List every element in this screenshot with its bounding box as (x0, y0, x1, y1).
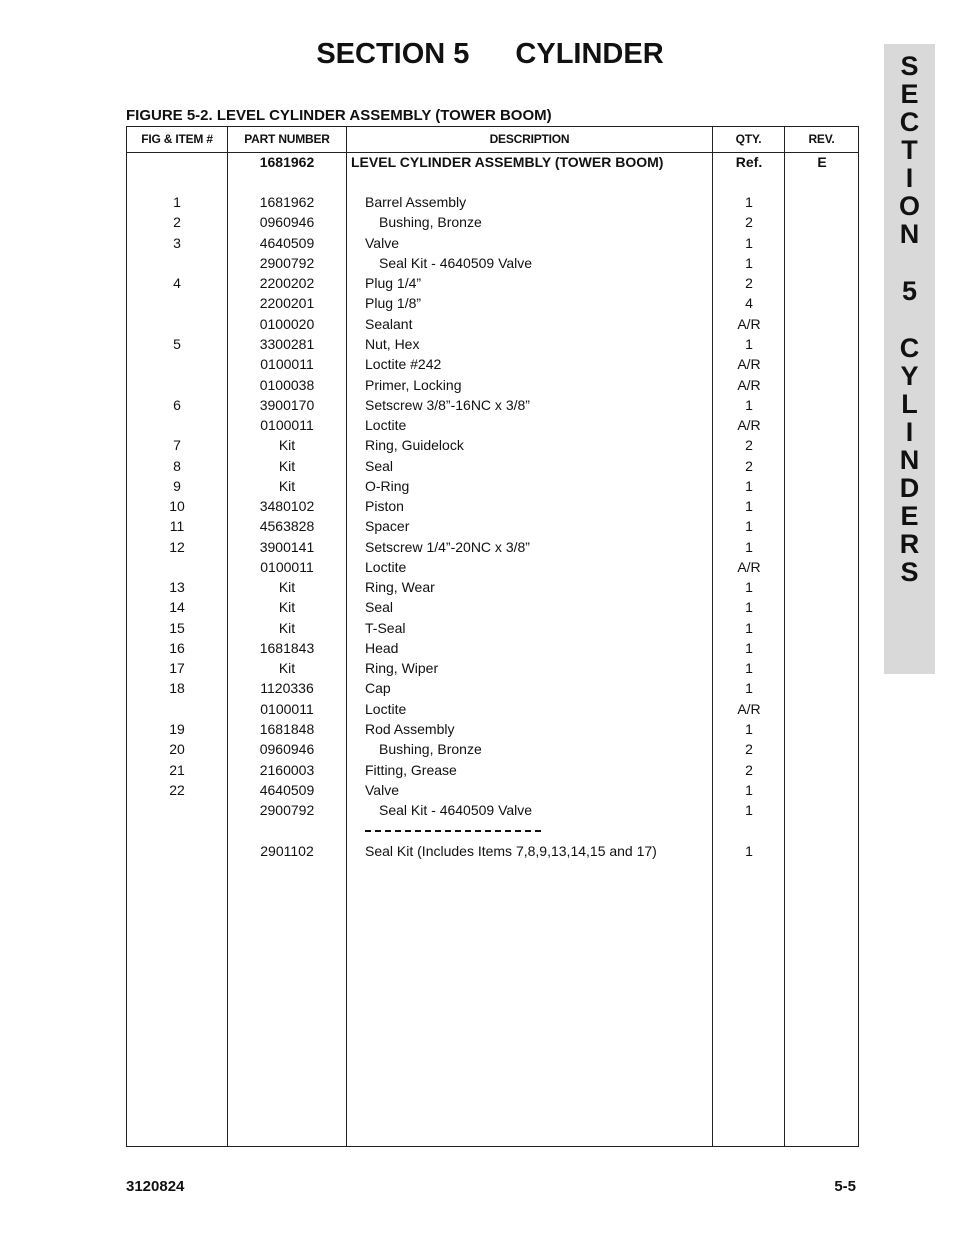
description-cell: Loctite (365, 417, 407, 433)
item-number-cell: 22 (169, 782, 185, 798)
description-cell: Seal (365, 599, 394, 615)
part-number-cell: Kit (278, 599, 296, 615)
part-number-cell: 0960946 (259, 741, 315, 757)
side-tab-letter: O (898, 191, 920, 221)
item-number-cell: 11 (169, 518, 185, 534)
qty-cell: 1 (745, 518, 753, 534)
side-tab-letter: N (899, 445, 920, 475)
table-row (127, 559, 858, 579)
qty-cell: 1 (745, 336, 753, 352)
qty-cell: 1 (745, 680, 753, 696)
item-number-cell: 14 (169, 599, 185, 615)
side-tab-letter: E (900, 501, 919, 531)
qty-cell: 1 (745, 579, 753, 595)
qty-cell: A/R (737, 316, 761, 332)
item-number-cell: 1 (173, 194, 181, 210)
part-number-cell: 3300281 (259, 336, 315, 352)
qty-cell: 1 (745, 539, 753, 555)
qty-cell: Ref. (735, 154, 763, 170)
document-number: 3120824 (126, 1178, 185, 1195)
dashed-separator (365, 830, 541, 832)
description-cell: Cap (365, 680, 391, 696)
part-number-cell: 4563828 (259, 518, 315, 534)
side-tab-letter: S (900, 51, 919, 81)
part-number-cell: 2900792 (259, 255, 315, 271)
table-row (127, 295, 858, 315)
item-number-cell: 17 (169, 660, 185, 676)
part-number-cell: 3480102 (259, 498, 315, 514)
part-number-cell: 4640509 (259, 235, 315, 251)
description-cell: Barrel Assembly (365, 194, 467, 210)
description-cell: Fitting, Grease (365, 762, 457, 778)
qty-cell: 1 (745, 660, 753, 676)
qty-cell: 1 (745, 782, 753, 798)
item-number-cell: 2 (173, 214, 181, 230)
section-side-tab (884, 44, 935, 674)
part-number-cell: 2200202 (259, 275, 315, 291)
column-header-item: FIG & ITEM # (141, 132, 213, 146)
description-cell: Rod Assembly (365, 721, 455, 737)
table-row (127, 377, 858, 397)
qty-cell: 1 (745, 397, 753, 413)
part-number-cell: Kit (278, 478, 296, 494)
description-cell: Bushing, Bronze (379, 214, 482, 230)
column-header-description: DESCRIPTION (489, 132, 570, 146)
item-number-cell: 8 (173, 458, 181, 474)
qty-cell: 2 (745, 437, 753, 453)
qty-cell: A/R (737, 701, 761, 717)
section-name: CYLINDER (515, 38, 664, 70)
column-header-qty: QTY. (735, 132, 762, 146)
description-cell: Seal Kit (Includes Items 7,8,9,13,14,15 and 17) (365, 843, 657, 859)
description-cell: Spacer (365, 518, 410, 534)
item-number-cell: 6 (173, 397, 181, 413)
side-tab-letter: L (901, 389, 918, 419)
description-cell: Plug 1/8” (365, 295, 422, 311)
table-row (127, 316, 858, 336)
part-number-cell: 1120336 (260, 680, 314, 696)
qty-cell: 1 (745, 255, 753, 271)
description-cell: Valve (365, 235, 399, 251)
item-number-cell: 5 (173, 336, 181, 352)
description-cell: Seal Kit - 4640509 Valve (379, 802, 533, 818)
description-cell: LEVEL CYLINDER ASSEMBLY (TOWER BOOM) (351, 154, 664, 170)
table-row (127, 214, 858, 234)
description-cell: Seal Kit - 4640509 Valve (379, 255, 533, 271)
side-tab-letter: I (905, 163, 914, 193)
part-number-cell: Kit (278, 579, 296, 595)
figure-title: FIGURE 5-2. LEVEL CYLINDER ASSEMBLY (TOWER BOOM) (126, 107, 552, 124)
table-row (127, 255, 858, 275)
description-cell: Loctite (365, 701, 407, 717)
description-cell: Setscrew 1/4”-20NC x 3/8” (365, 539, 530, 555)
item-number-cell: 21 (169, 762, 185, 778)
qty-cell: 1 (745, 620, 753, 636)
parts-table (126, 126, 859, 1147)
item-number-cell: 4 (173, 275, 181, 291)
side-tab-letter: Y (900, 361, 919, 391)
table-row (127, 579, 858, 599)
section-label: SECTION 5 (316, 38, 470, 70)
part-number-cell: 0960946 (259, 214, 315, 230)
side-tab-letter: 5 (901, 276, 918, 306)
qty-cell: 2 (745, 741, 753, 757)
table-row (127, 680, 858, 700)
qty-cell: 1 (745, 235, 753, 251)
section-title (0, 38, 954, 71)
part-number-cell: 0100011 (260, 417, 314, 433)
part-number-cell: 3900141 (259, 539, 315, 555)
table-row (127, 397, 858, 417)
table-row (127, 701, 858, 721)
part-number-cell: 0100011 (260, 701, 314, 717)
part-number-cell: 0100011 (260, 356, 314, 372)
description-cell: Primer, Locking (365, 377, 462, 393)
qty-cell: A/R (737, 417, 761, 433)
table-row (127, 518, 858, 538)
description-cell: Ring, Guidelock (365, 437, 464, 453)
qty-cell: 1 (745, 640, 753, 656)
description-cell: Piston (365, 498, 404, 514)
column-header-rev: REV. (808, 132, 835, 146)
side-tab-letter: N (899, 219, 920, 249)
description-cell: Ring, Wear (365, 579, 435, 595)
description-cell: T-Seal (365, 620, 406, 636)
table-row (127, 498, 858, 518)
part-number-cell: 2160003 (259, 762, 315, 778)
rev-cell: E (817, 154, 827, 170)
qty-cell: A/R (737, 377, 761, 393)
description-cell: Plug 1/4” (365, 275, 422, 291)
description-cell: Sealant (365, 316, 413, 332)
description-cell: O-Ring (365, 478, 410, 494)
part-number-cell: 1681843 (259, 640, 315, 656)
part-number-cell: 1681962 (259, 154, 315, 170)
description-cell: Loctite (365, 559, 407, 575)
description-cell: Valve (365, 782, 399, 798)
qty-cell: 1 (745, 498, 753, 514)
table-row (127, 356, 858, 376)
table-row (127, 336, 858, 356)
part-number-cell: 2901102 (260, 843, 314, 859)
qty-cell: 4 (745, 295, 753, 311)
qty-cell: 1 (745, 478, 753, 494)
table-row (127, 741, 858, 761)
qty-cell: 2 (745, 275, 753, 291)
qty-cell: 2 (745, 214, 753, 230)
item-number-cell: 19 (169, 721, 185, 737)
part-number-cell: Kit (278, 437, 296, 453)
description-cell: Seal (365, 458, 394, 474)
table-row (127, 599, 858, 619)
table-row (127, 154, 858, 174)
description-cell: Nut, Hex (365, 336, 420, 352)
qty-cell: 2 (745, 458, 753, 474)
item-number-cell: 12 (169, 539, 185, 555)
item-number-cell: 7 (173, 437, 181, 453)
description-cell: Head (365, 640, 399, 656)
qty-cell: 1 (745, 802, 753, 818)
qty-cell: 1 (745, 843, 753, 859)
table-row (127, 194, 858, 214)
item-number-cell: 3 (173, 235, 181, 251)
table-row (127, 458, 858, 478)
part-number-cell: 0100020 (259, 316, 315, 332)
side-tab-letter: I (905, 417, 914, 447)
item-number-cell: 15 (169, 620, 185, 636)
qty-cell: A/R (737, 356, 761, 372)
part-number-cell: 2900792 (259, 802, 315, 818)
header-divider (127, 152, 858, 153)
part-number-cell: 2200201 (259, 295, 315, 311)
table-row (127, 802, 858, 822)
part-number-cell: 0100011 (260, 559, 314, 575)
description-cell: Bushing, Bronze (379, 741, 482, 757)
part-number-cell: 0100038 (259, 377, 315, 393)
table-row (127, 417, 858, 437)
table-row (127, 640, 858, 660)
side-tab-letter: R (899, 529, 920, 559)
part-number-cell: Kit (278, 458, 296, 474)
side-tab-letter: S (900, 557, 919, 587)
side-tab-letter: E (900, 79, 919, 109)
page-number: 5-5 (834, 1178, 856, 1195)
side-tab-letter: C (899, 333, 920, 363)
table-row (127, 660, 858, 680)
part-number-cell: 1681962 (259, 194, 315, 210)
table-row (127, 782, 858, 802)
table-row (127, 275, 858, 295)
qty-cell: 2 (745, 762, 753, 778)
table-row (127, 762, 858, 782)
part-number-cell: 3900170 (259, 397, 315, 413)
description-cell: Ring, Wiper (365, 660, 439, 676)
item-number-cell: 13 (169, 579, 185, 595)
part-number-cell: 4640509 (259, 782, 315, 798)
table-row (127, 437, 858, 457)
qty-cell: A/R (737, 559, 761, 575)
column-header-part: PART NUMBER (244, 132, 330, 146)
item-number-cell: 16 (169, 640, 185, 656)
qty-cell: 1 (745, 194, 753, 210)
table-row (127, 478, 858, 498)
item-number-cell: 20 (169, 741, 185, 757)
part-number-cell: Kit (278, 620, 296, 636)
description-cell: Loctite #242 (365, 356, 442, 372)
table-row (127, 620, 858, 640)
qty-cell: 1 (745, 721, 753, 737)
side-tab-letter: C (899, 107, 920, 137)
part-number-cell: 1681848 (259, 721, 315, 737)
part-number-cell: Kit (278, 660, 296, 676)
table-row (127, 843, 858, 863)
table-row (127, 721, 858, 741)
description-cell: Setscrew 3/8”-16NC x 3/8” (365, 397, 530, 413)
side-tab-letter: T (901, 135, 918, 165)
qty-cell: 1 (745, 599, 753, 615)
side-tab-letter: D (899, 473, 920, 503)
item-number-cell: 10 (169, 498, 185, 514)
table-row (127, 539, 858, 559)
item-number-cell: 9 (173, 478, 181, 494)
item-number-cell: 18 (169, 680, 185, 696)
table-row (127, 235, 858, 255)
